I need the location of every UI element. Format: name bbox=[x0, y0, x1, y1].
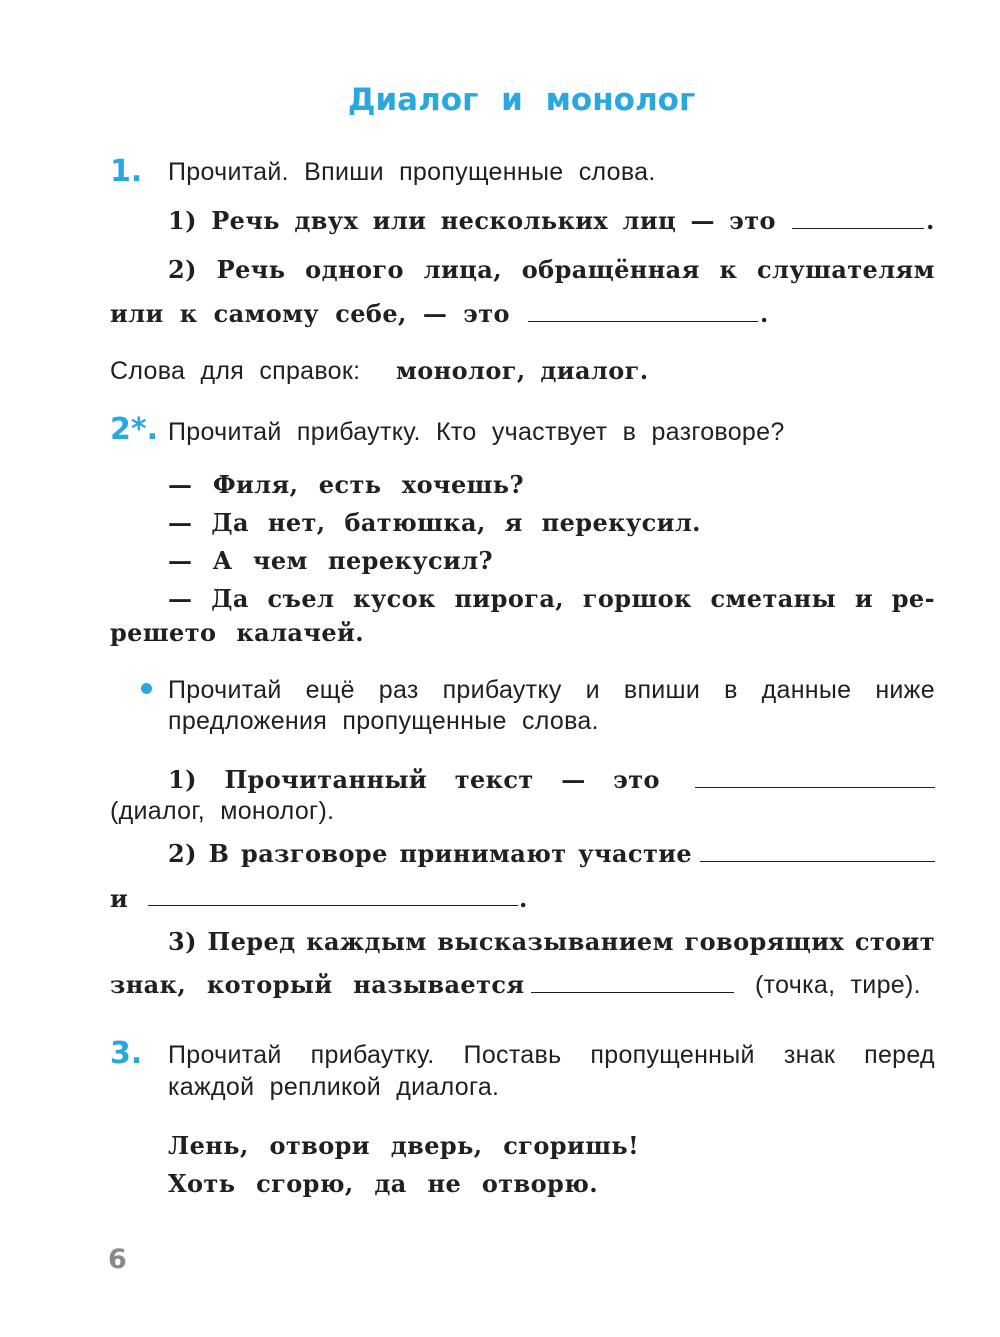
exercise-1-sentence-1: 1) Речь двух или нескольких лиц — это bbox=[168, 206, 776, 235]
rhyme-line-2: Хоть сгорю, да не отворю. bbox=[168, 1169, 598, 1198]
question-1-options: (диалог, монолог). bbox=[110, 797, 335, 825]
dialogue-line-2: — Да нет, батюшка, я перекусил. bbox=[168, 508, 701, 537]
exercise-2-number: 2*. bbox=[110, 412, 158, 447]
answer-blank-1[interactable] bbox=[792, 228, 924, 229]
period: . bbox=[519, 884, 528, 913]
question-3: 3) Перед каждым высказыванием говорящих стоит bbox=[168, 927, 935, 956]
hint-label: Слова для справок: bbox=[110, 357, 361, 385]
dialogue-line-5: решето калачей. bbox=[110, 618, 364, 647]
dialogue-line-3: — А чем перекусил? bbox=[168, 546, 493, 575]
question-3-cont: знак, который называется bbox=[110, 970, 525, 999]
exercise-3-number: 3. bbox=[110, 1036, 143, 1071]
exercise-1-sentence-2: 2) Речь одного лица, обращённая к слушателям bbox=[168, 255, 935, 284]
answer-blank-3[interactable] bbox=[695, 787, 935, 788]
subtask-line-2: предложения пропущенные слова. bbox=[168, 707, 599, 735]
question-2-and: и bbox=[110, 884, 129, 913]
answer-blank-2[interactable] bbox=[528, 321, 758, 322]
rhyme-line-1: Лень, отвори дверь, сгоришь! bbox=[168, 1131, 640, 1160]
period: . bbox=[926, 206, 935, 235]
exercise-3-task-line-1: Прочитай прибаутку. Поставь пропущенный знак перед bbox=[168, 1041, 935, 1069]
exercise-2-task: Прочитай прибаутку. Кто участвует в разговоре? bbox=[168, 418, 785, 446]
subtask-line-1: Прочитай ещё раз прибаутку и впиши в данные ниже bbox=[168, 676, 935, 704]
answer-blank-6[interactable] bbox=[531, 992, 734, 993]
bullet-icon bbox=[141, 683, 152, 694]
question-2: 2) В разговоре принимают участие bbox=[168, 839, 693, 868]
page-title: Диалог и монолог bbox=[347, 82, 696, 118]
exercise-1-task: Прочитай. Впиши пропущенные слова. bbox=[168, 158, 656, 186]
exercise-1-sentence-2-cont: или к самому себе, — это bbox=[110, 299, 510, 328]
period: . bbox=[760, 299, 769, 328]
answer-blank-5[interactable] bbox=[148, 905, 518, 906]
answer-blank-4[interactable] bbox=[700, 861, 935, 862]
exercise-1-number: 1. bbox=[110, 154, 143, 189]
exercise-3-task-line-2: каждой репликой диалога. bbox=[168, 1073, 500, 1101]
hint-words: монолог, диалог. bbox=[396, 356, 649, 385]
dialogue-line-4: — Да съел кусок пирога, горшок сметаны и ре- bbox=[168, 584, 935, 613]
page-number: 6 bbox=[108, 1244, 127, 1275]
question-1: 1) Прочитанный текст — это bbox=[168, 765, 660, 794]
dialogue-line-1: — Филя, есть хочешь? bbox=[168, 470, 524, 499]
question-3-options: (точка, тире). bbox=[755, 971, 921, 999]
